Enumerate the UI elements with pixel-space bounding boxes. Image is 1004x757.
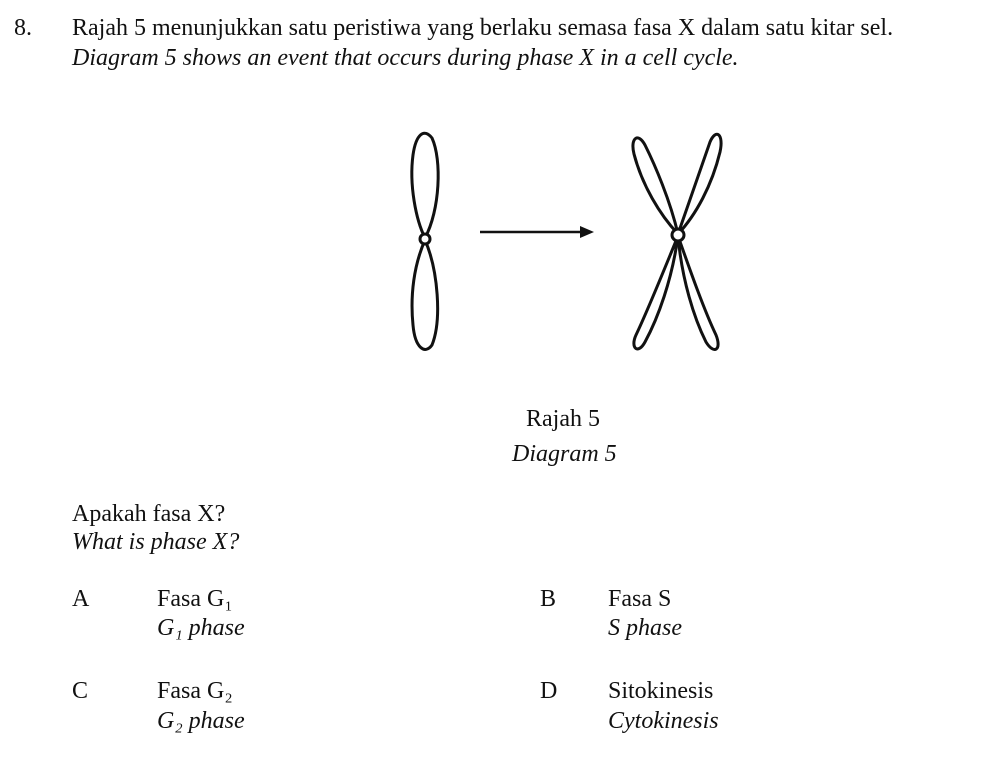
centromere [672,229,684,241]
question-text-malay: Rajah 5 menunjukkan satu peristiwa yang berlaku semasa fasa X dalam satu kitar sel. [72,15,894,41]
option-d-english[interactable]: Cytokinesis [608,708,719,734]
option-b-malay[interactable]: Fasa S [608,586,672,612]
single-chromosome [412,133,438,349]
option-d-letter[interactable]: D [540,678,558,704]
option-a-english[interactable]: G₁ phase [157,615,245,641]
chromosome-upper-arm [412,133,438,238]
option-c-malay[interactable]: Fasa G₂ [157,678,233,704]
option-b-english[interactable]: S phase [608,615,682,641]
option-b-letter[interactable]: B [540,586,557,612]
chromosome-lower-arm [412,240,438,349]
chromatid-lower-left [634,236,678,349]
option-c-letter[interactable]: C [72,678,89,704]
centromere [420,234,430,244]
arrow-right [480,226,594,238]
chromatid-lower-right [678,236,718,349]
option-a-malay[interactable]: Fasa G₁ [157,586,233,612]
diagram-caption-english: Diagram 5 [512,441,617,467]
question-number: 8. [14,15,32,41]
question-text-english: Diagram 5 shows an event that occurs during phase X in a cell cycle. [72,45,739,71]
prompt-english: What is phase X? [72,529,240,555]
option-a-letter[interactable]: A [72,586,90,612]
chromosome-diagram [380,120,740,365]
chromatid-upper-right [678,134,721,234]
diagram-caption-malay: Rajah 5 [526,406,600,432]
chromatid-upper-left [633,138,678,234]
option-c-english[interactable]: G₂ phase [157,708,245,734]
prompt-malay: Apakah fasa X? [72,501,226,527]
option-d-malay[interactable]: Sitokinesis [608,678,714,704]
duplicated-chromosome [633,134,721,349]
